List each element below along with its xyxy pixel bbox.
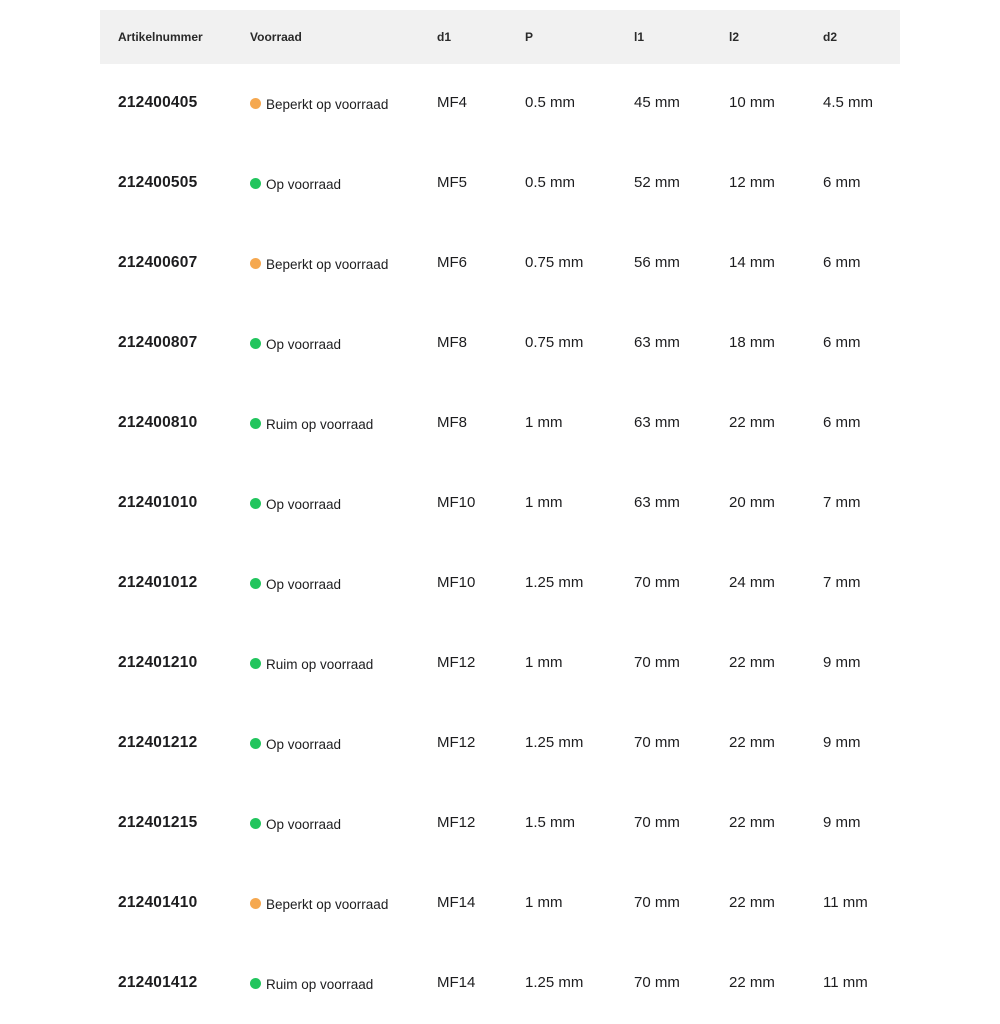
cell-l2: 12 mm (729, 174, 775, 191)
cell-l2: 24 mm (729, 574, 775, 591)
cell-p: 0.75 mm (525, 334, 584, 351)
cell-l2: 10 mm (729, 94, 775, 111)
cell-l1: 70 mm (634, 734, 680, 751)
cell-d2: 6 mm (823, 414, 861, 431)
table-header (100, 10, 900, 64)
stock-status-dot-icon (250, 418, 261, 429)
stock-status-dot-icon (250, 818, 261, 829)
stock-status-dot-icon (250, 978, 261, 989)
cell-p: 1.5 mm (525, 814, 576, 831)
cell-d1: MF12 (437, 654, 476, 671)
cell-d2: 9 mm (823, 814, 861, 831)
article-number-link[interactable]: 212401215 (118, 814, 198, 831)
cell-d1: MF12 (437, 734, 476, 751)
cell-d1: MF5 (437, 174, 467, 191)
header-p[interactable]: P (525, 30, 534, 44)
header-l2[interactable]: l2 (729, 30, 740, 44)
article-number-link[interactable]: 212400405 (118, 94, 198, 111)
article-number-link[interactable]: 212401210 (118, 654, 198, 671)
cell-l1: 70 mm (634, 894, 680, 911)
cell-l1: 63 mm (634, 414, 680, 431)
article-number-link[interactable]: 212401410 (118, 894, 198, 911)
cell-p: 0.75 mm (525, 254, 584, 271)
stock-status-dot-icon (250, 578, 261, 589)
table-row[interactable] (100, 864, 900, 944)
article-number-link[interactable]: 212400607 (118, 254, 198, 271)
stock-status-dot-icon (250, 338, 261, 349)
cell-d1: MF8 (437, 414, 467, 431)
cell-d1: MF12 (437, 814, 476, 831)
stock-status-label: Ruim op voorraad (266, 976, 374, 992)
table-row[interactable] (100, 144, 900, 224)
stock-status-label: Op voorraad (266, 176, 342, 192)
cell-l1: 70 mm (634, 814, 680, 831)
cell-l1: 63 mm (634, 494, 680, 511)
stock-status (250, 64, 388, 144)
cell-d2: 4.5 mm (823, 94, 874, 111)
cell-d2: 7 mm (823, 494, 861, 511)
stock-status (250, 384, 373, 464)
table-row[interactable] (100, 944, 900, 1024)
header-voorraad[interactable]: Voorraad (250, 30, 302, 44)
cell-l2: 18 mm (729, 334, 775, 351)
header-artikelnummer[interactable]: Artikelnummer (118, 30, 203, 44)
cell-p: 1.25 mm (525, 574, 584, 591)
cell-l2: 20 mm (729, 494, 775, 511)
cell-l1: 63 mm (634, 334, 680, 351)
cell-l2: 22 mm (729, 654, 775, 671)
cell-d1: MF8 (437, 334, 467, 351)
article-number-link[interactable]: 212401412 (118, 974, 198, 991)
cell-l1: 52 mm (634, 174, 680, 191)
cell-d1: MF4 (437, 94, 467, 111)
table-row[interactable] (100, 304, 900, 384)
article-number-link[interactable]: 212401212 (118, 734, 198, 751)
table-row[interactable] (100, 64, 900, 144)
cell-l2: 22 mm (729, 974, 775, 991)
cell-p: 0.5 mm (525, 94, 576, 111)
product-variants-table (100, 10, 900, 1024)
cell-p: 0.5 mm (525, 174, 576, 191)
table-row[interactable] (100, 704, 900, 784)
cell-d2: 6 mm (823, 334, 861, 351)
stock-status-label: Ruim op voorraad (266, 656, 374, 672)
cell-d2: 7 mm (823, 574, 861, 591)
stock-status (250, 144, 341, 224)
stock-status-label: Op voorraad (266, 576, 342, 592)
stock-status-dot-icon (250, 498, 261, 509)
stock-status-dot-icon (250, 738, 261, 749)
cell-l1: 70 mm (634, 654, 680, 671)
cell-p: 1.25 mm (525, 974, 584, 991)
cell-d1: MF14 (437, 974, 476, 991)
header-l1[interactable]: l1 (634, 30, 645, 44)
cell-d2: 9 mm (823, 734, 861, 751)
cell-l1: 56 mm (634, 254, 680, 271)
stock-status-dot-icon (250, 178, 261, 189)
stock-status (250, 784, 341, 864)
cell-l1: 70 mm (634, 574, 680, 591)
cell-d2: 9 mm (823, 654, 861, 671)
stock-status (250, 624, 373, 704)
cell-d2: 6 mm (823, 254, 861, 271)
stock-status-dot-icon (250, 658, 261, 669)
table-row[interactable] (100, 384, 900, 464)
cell-p: 1 mm (525, 894, 563, 911)
cell-p: 1 mm (525, 494, 563, 511)
stock-status-label: Beperkt op voorraad (266, 96, 389, 112)
cell-p: 1 mm (525, 414, 563, 431)
cell-l2: 22 mm (729, 414, 775, 431)
table-row[interactable] (100, 464, 900, 544)
stock-status (250, 224, 388, 304)
header-d1[interactable]: d1 (437, 30, 452, 44)
table-row[interactable] (100, 544, 900, 624)
stock-status-label: Op voorraad (266, 496, 342, 512)
article-number-link[interactable]: 212400807 (118, 334, 198, 351)
stock-status-dot-icon (250, 98, 261, 109)
table-row[interactable] (100, 224, 900, 304)
stock-status-label: Op voorraad (266, 736, 342, 752)
stock-status (250, 544, 341, 624)
stock-status-dot-icon (250, 258, 261, 269)
stock-status (250, 464, 341, 544)
cell-l1: 45 mm (634, 94, 680, 111)
stock-status-label: Ruim op voorraad (266, 416, 374, 432)
cell-d1: MF6 (437, 254, 467, 271)
cell-l1: 70 mm (634, 974, 680, 991)
cell-d1: MF10 (437, 574, 476, 591)
stock-status-label: Beperkt op voorraad (266, 896, 389, 912)
stock-status (250, 704, 341, 784)
table-row[interactable] (100, 784, 900, 864)
cell-d2: 6 mm (823, 174, 861, 191)
stock-status (250, 944, 373, 1024)
cell-l2: 22 mm (729, 814, 775, 831)
table-body (100, 64, 900, 1024)
stock-status-dot-icon (250, 898, 261, 909)
table-row[interactable] (100, 624, 900, 704)
cell-d2: 11 mm (823, 974, 868, 991)
stock-status-label: Op voorraad (266, 336, 342, 352)
cell-p: 1.25 mm (525, 734, 584, 751)
stock-status-label: Beperkt op voorraad (266, 256, 389, 272)
cell-d2: 11 mm (823, 894, 868, 911)
header-d2[interactable]: d2 (823, 30, 838, 44)
stock-status-label: Op voorraad (266, 816, 342, 832)
article-number-link[interactable]: 212400810 (118, 414, 198, 431)
cell-p: 1 mm (525, 654, 563, 671)
article-number-link[interactable]: 212400505 (118, 174, 198, 191)
stock-status (250, 304, 341, 384)
article-number-link[interactable]: 212401012 (118, 574, 198, 591)
cell-d1: MF10 (437, 494, 476, 511)
cell-d1: MF14 (437, 894, 476, 911)
cell-l2: 14 mm (729, 254, 775, 271)
cell-l2: 22 mm (729, 734, 775, 751)
cell-l2: 22 mm (729, 894, 775, 911)
stock-status (250, 864, 388, 944)
article-number-link[interactable]: 212401010 (118, 494, 198, 511)
